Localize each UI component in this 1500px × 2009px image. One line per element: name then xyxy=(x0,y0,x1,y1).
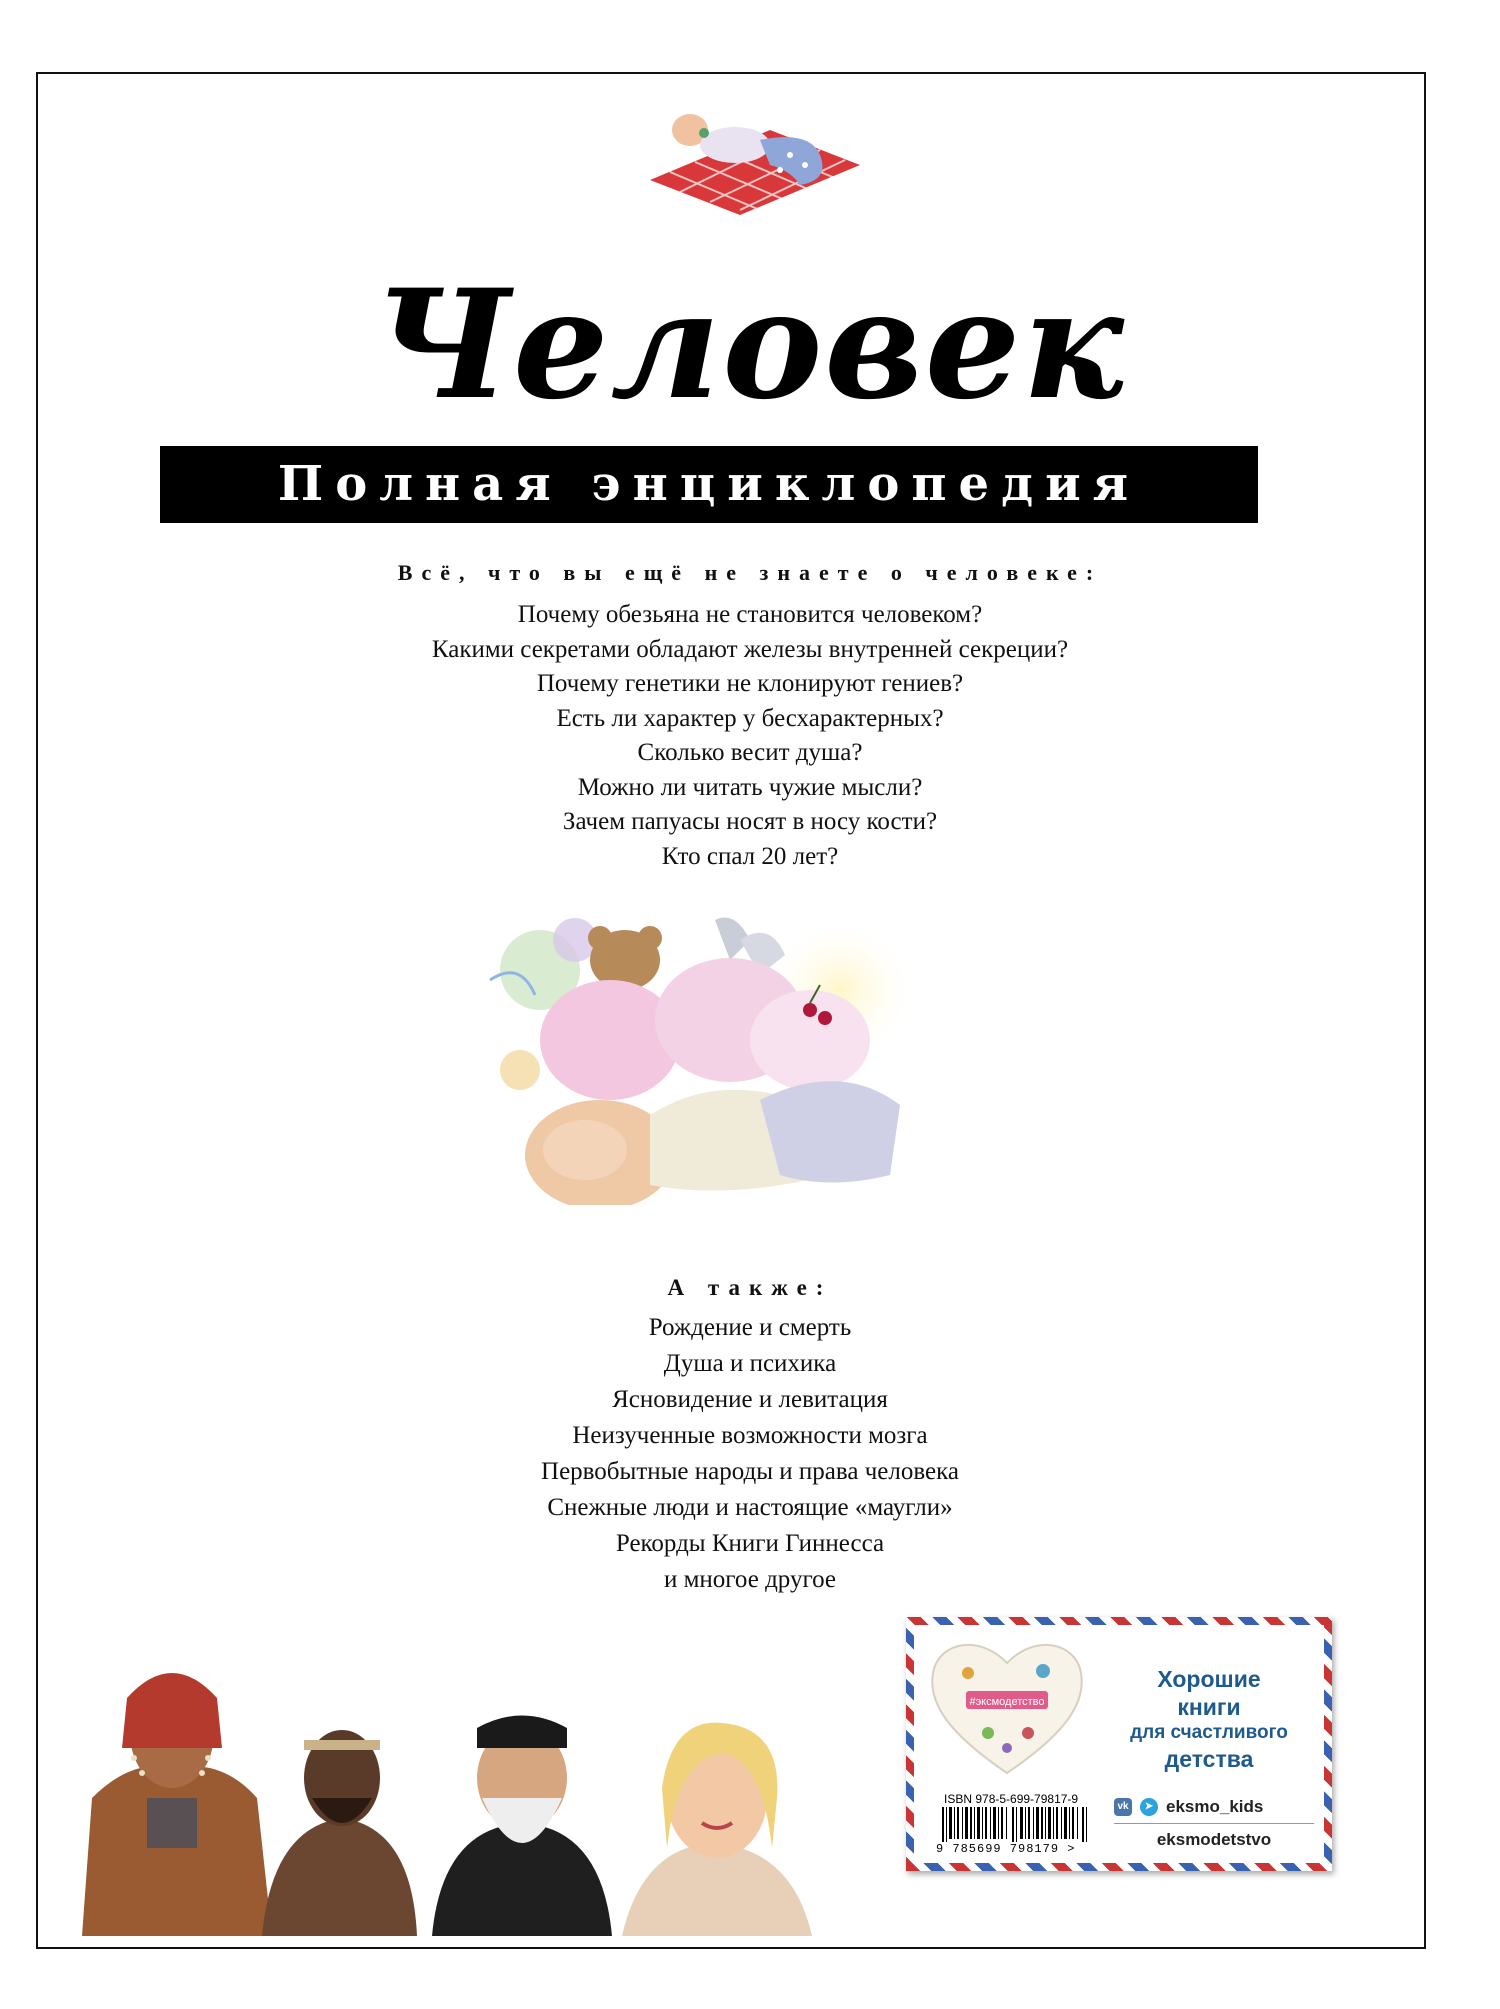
topic-item: Снежные люди и настоящие «маугли» xyxy=(547,1494,953,1521)
question-item: Почему генетики не клонируют гениев? xyxy=(536,670,964,697)
publisher-card xyxy=(906,1617,1332,1871)
heart-logo-icon xyxy=(928,1633,1086,1778)
slogan-line: для счастливого xyxy=(1130,1722,1288,1743)
social-handle-kids[interactable]: eksmo_kids xyxy=(1166,1797,1264,1816)
topic-item: Рождение и смерть xyxy=(648,1314,852,1341)
question-item: Кто спал 20 лет? xyxy=(661,842,839,870)
publisher-card-inner xyxy=(914,1625,1324,1863)
sleeping-baby-illustration xyxy=(480,900,925,1205)
topic-item: Душа и психика xyxy=(663,1350,837,1377)
questions-list xyxy=(0,598,1500,874)
topic-item: Первобытные народы и права человека xyxy=(541,1458,959,1485)
question-item: Можно ли читать чужие мысли? xyxy=(577,773,923,801)
topic-item: Неизученные возможности мозга xyxy=(572,1422,928,1449)
also-heading: А также: xyxy=(667,1275,833,1300)
question-item: Какими секретами обладают железы внутренней секреции? xyxy=(431,635,1069,663)
also-topics-list xyxy=(0,1310,1500,1598)
social-links xyxy=(1114,1797,1314,1850)
question-item: Зачем папуасы носят в носу кости? xyxy=(562,808,938,835)
baby-on-blanket-illustration xyxy=(640,110,870,220)
question-item: Почему обезьяна не становится человеком? xyxy=(517,601,983,628)
question-item: Есть ли характер у бесхарактерных? xyxy=(556,704,944,732)
intro-heading: Всё, что вы ещё не знаете о человеке: xyxy=(397,560,1103,585)
subtitle-bar xyxy=(160,446,1258,523)
social-handle-detstvo[interactable]: eksmodetstvo xyxy=(1156,1830,1272,1849)
card-slogan xyxy=(1094,1665,1324,1773)
telegram-icon[interactable]: ➤ xyxy=(1140,1798,1158,1816)
isbn-label: ISBN 978-5-699-79817-9 xyxy=(944,1792,1079,1806)
social-row xyxy=(1114,1797,1314,1817)
heart-tag: #эксмодетство xyxy=(969,1696,1045,1708)
slogan-line: Хорошие xyxy=(1157,1666,1261,1692)
book-subtitle: Полная энциклопедия xyxy=(277,456,1141,512)
slogan-line: детства xyxy=(1164,1746,1254,1772)
barcode xyxy=(942,1807,1090,1843)
vk-icon[interactable]: vk xyxy=(1114,1798,1132,1816)
topic-item: Рекорды Книги Гиннесса xyxy=(615,1530,885,1557)
social-divider xyxy=(1114,1823,1314,1824)
slogan-line: книги xyxy=(1177,1694,1241,1720)
book-title: Человек xyxy=(374,257,1126,433)
topic-item: Ясновидение и левитация xyxy=(612,1386,888,1413)
barcode-digits: 9 785699 798179 > xyxy=(936,1842,1096,1856)
peoples-of-the-world-illustration xyxy=(72,1648,872,1936)
topic-item: и многое другое xyxy=(663,1566,837,1593)
question-item: Сколько весит душа? xyxy=(637,739,863,766)
